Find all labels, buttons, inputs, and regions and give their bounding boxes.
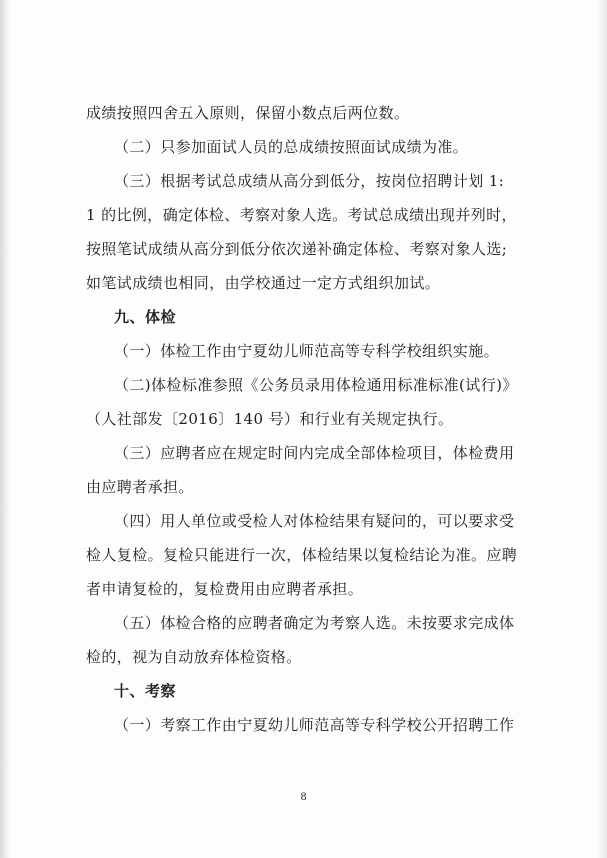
text-line: 1 的比例，确定体检、考察对象人选。考试总成绩出现并列时，	[86, 206, 517, 224]
left-scan-edge	[0, 0, 10, 858]
right-scan-edge	[597, 0, 607, 858]
page-number: 8	[300, 792, 307, 803]
text-line: （二）只参加面试人员的总成绩按照面试成绩为准。	[114, 138, 469, 156]
text-line: （三）应聘者应在规定时间内完成全部体检项目，体检费用	[114, 444, 515, 462]
body-text	[86, 96, 526, 742]
text-line: 者申请复检的，复检费用由应聘者承担。	[86, 580, 364, 598]
text-line: （一）考察工作由宁夏幼儿师范高等专科学校公开招聘工作	[114, 716, 515, 734]
section-heading-inspection: 十、考察	[114, 682, 177, 700]
text-line: （三）根据考试总成绩从高分到低分，按岗位招聘计划 1:	[114, 172, 505, 190]
text-line: 检人复检。复检只能进行一次，体检结果以复检结论为准。应聘	[86, 546, 518, 564]
text-line: 按照笔试成绩从高分到低分依次递补确定体检、考察对象人选;	[86, 240, 508, 258]
text-line: （四）用人单位或受检人对体检结果有疑问的，可以要求受	[114, 512, 515, 530]
section-heading-physical-exam: 九、体检	[114, 308, 177, 326]
text-line: 如笔试成绩也相同，由学校通过一定方式组织加试。	[86, 274, 441, 292]
text-line: （二)体检标准参照《公务员录用体检通用标准标准(试行)》	[114, 376, 518, 394]
text-line: （人社部发〔2016〕140 号）和行业有关规定执行。	[86, 410, 454, 428]
text-line: （一）体检工作由宁夏幼儿师范高等专科学校组织实施。	[114, 342, 500, 360]
text-line: 检的，视为自动放弃体检资格。	[86, 648, 302, 666]
text-line: 成绩按照四舍五入原则，保留小数点后两位数。	[86, 104, 410, 122]
text-line: （五）体检合格的应聘者确定为考察人选。未按要求完成体	[114, 614, 515, 632]
text-line: 由应聘者承担。	[86, 478, 194, 496]
